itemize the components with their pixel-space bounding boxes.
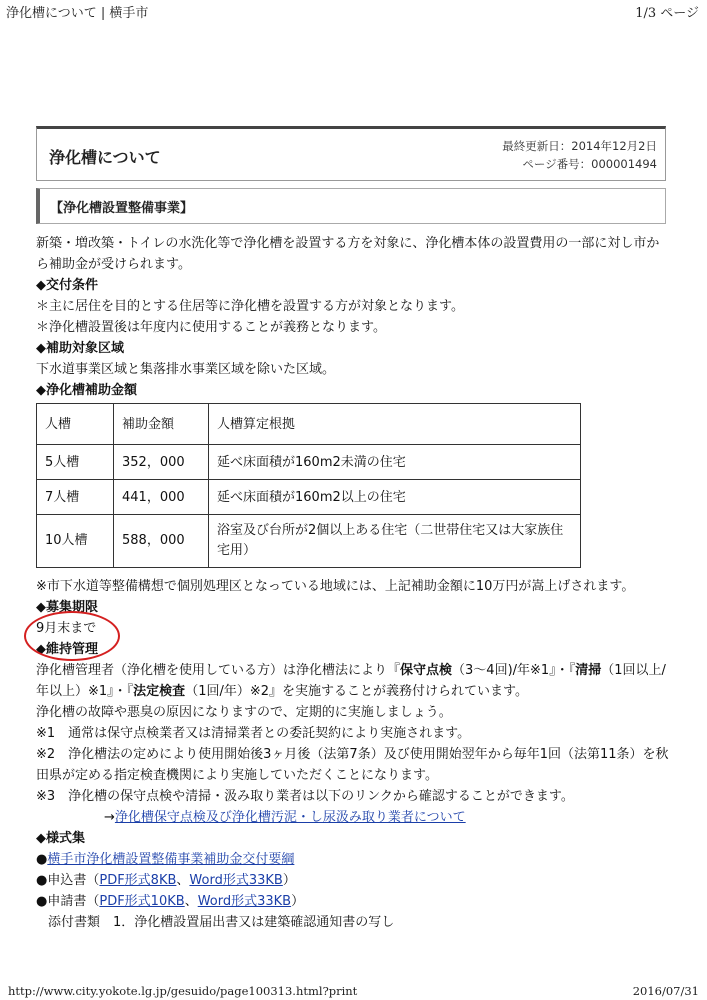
grant-conditions-heading: ◆交付条件 <box>36 278 98 293</box>
maintenance-note-2: ※2 浄化槽法の定めにより使用開始後3ヶ月後（法第7条）及び使用開始翌年から毎年1回（法第11条）を秋田県が定める指定検査機関により実施していただくことになります。 <box>36 747 669 783</box>
contractor-link-line <box>36 807 671 828</box>
contractor-link[interactable]: 浄化槽保守点検及び浄化槽汚泥・し尿汲み取り業者について <box>114 810 466 825</box>
deadline-text: 9月末まで <box>36 621 97 636</box>
maintenance-note-3: ※3 浄化槽の保守点検や清掃・汲み取り業者は以下のリンクから確認することができます。 <box>36 789 574 804</box>
application-pdf-link[interactable]: PDF形式8KB <box>99 873 177 888</box>
column-header: 人槽算定根拠 <box>209 404 581 445</box>
maintenance-paragraph <box>36 660 671 702</box>
grant-condition-item: ＊主に居住を目的とする住居等に浄化槽を設置する方が対象となります。 <box>36 299 464 314</box>
bullet-icon: ● <box>36 852 48 867</box>
table-cell: 10人槽 <box>37 515 114 568</box>
page-title: 浄化槽について <box>49 148 161 167</box>
table-cell: 延べ床面積が160m2以上の住宅 <box>209 480 581 515</box>
column-header: 人槽 <box>37 404 114 445</box>
section-heading <box>36 188 666 224</box>
table-cell: 352，000 <box>114 445 209 480</box>
subsidy-guidelines-link[interactable]: 横手市浄化槽設置整備事業補助金交付要綱 <box>47 852 295 867</box>
request-word-link[interactable]: Word形式33KB <box>197 894 292 909</box>
main-content <box>36 233 671 933</box>
application-word-link[interactable]: Word形式33KB <box>189 873 283 888</box>
table-row <box>37 480 581 515</box>
maintenance-text: （1回/年）※2』を実施することが義務付けられています。 <box>185 684 528 699</box>
print-header-title: 浄化槽について | 横手市 <box>6 6 149 21</box>
bullet-icon: ● <box>36 894 48 909</box>
table-row <box>37 445 581 480</box>
table-cell: 588，000 <box>114 515 209 568</box>
bullet-icon: ● <box>36 873 48 888</box>
cleaning-term: 清掃 <box>575 663 602 678</box>
request-pdf-link[interactable]: PDF形式10KB <box>99 894 185 909</box>
table-cell: 延べ床面積が160m2未満の住宅 <box>209 445 581 480</box>
target-area-heading: ◆補助対象区域 <box>36 341 124 356</box>
form-item <box>36 870 671 891</box>
print-footer-url: http://www.city.yokote.lg.jp/gesuido/page100313.html?print <box>8 984 358 998</box>
form-item <box>36 849 671 870</box>
separator: 、 <box>176 873 190 888</box>
page-number: ページ番号：000001494 <box>522 157 657 171</box>
page-meta <box>502 137 657 173</box>
maintenance-advice: 浄化槽の故障や悪臭の原因になりますので、定期的に実施しましょう。 <box>36 705 452 720</box>
table-cell: 浴室及び台所が2個以上ある住宅（二世帯住宅又は大家族住宅用） <box>209 515 581 568</box>
section-heading-text: 【浄化槽設置整備事業】 <box>50 201 194 216</box>
legal-inspection-term: 法定検査 <box>133 684 186 699</box>
separator: 、 <box>184 894 198 909</box>
maintenance-text: 浄化槽管理者（浄化槽を使用している方）は浄化槽法により『 <box>36 663 401 678</box>
subsidy-table <box>36 403 581 568</box>
table-cell: 441，000 <box>114 480 209 515</box>
subsidy-heading: ◆浄化槽補助金額 <box>36 383 137 398</box>
subsidy-note: ※市下水道等整備構想で個別処理区となっている地域には、上記補助金額に10万円が嵩上げされます。 <box>36 579 635 594</box>
table-header-row <box>37 404 581 445</box>
print-footer-date: 2016/07/31 <box>632 984 699 998</box>
arrow-icon: → <box>104 810 115 825</box>
title-box <box>36 126 666 181</box>
paren-close: ） <box>282 873 296 888</box>
forms-heading: ◆様式集 <box>36 831 85 846</box>
maintenance-note-1: ※1 通常は保守点検業者又は清掃業者との委託契約により実施されます。 <box>36 726 471 741</box>
grant-condition-item: ＊浄化槽設置後は年度内に使用することが義務となります。 <box>36 320 386 335</box>
last-updated: 最終更新日：2014年12月2日 <box>502 139 657 153</box>
column-header: 補助金額 <box>114 404 209 445</box>
table-row <box>37 515 581 568</box>
table-cell: 7人槽 <box>37 480 114 515</box>
intro-text: 新築・増改築・トイレの水洗化等で浄化槽を設置する方を対象に、浄化槽本体の設置費用の一部に対し市から補助金が受けられます。 <box>36 236 660 272</box>
annotation-circle <box>24 611 120 661</box>
paren-close: ） <box>291 894 305 909</box>
maintenance-text: （3～4回)/年※1』・『 <box>452 663 576 678</box>
target-area-text: 下水道事業区域と集落排水事業区域を除いた区域。 <box>36 362 336 377</box>
deadline-heading: ◆募集期限 <box>36 600 98 615</box>
maintenance-heading: ◆維持管理 <box>36 642 98 657</box>
inspection-term: 保守点検 <box>400 663 453 678</box>
print-header-page: 1/3 ページ <box>635 6 699 21</box>
request-form-label: 申請書（ <box>47 894 100 909</box>
application-form-label: 申込書（ <box>47 873 100 888</box>
maintenance-text: （1回以上/年以上）※1』・『 <box>36 663 666 699</box>
table-cell: 5人槽 <box>37 445 114 480</box>
attachment-text: 添付書類 1．浄化槽設置届出書又は建築確認通知書の写し <box>48 915 395 930</box>
form-item <box>36 891 671 912</box>
